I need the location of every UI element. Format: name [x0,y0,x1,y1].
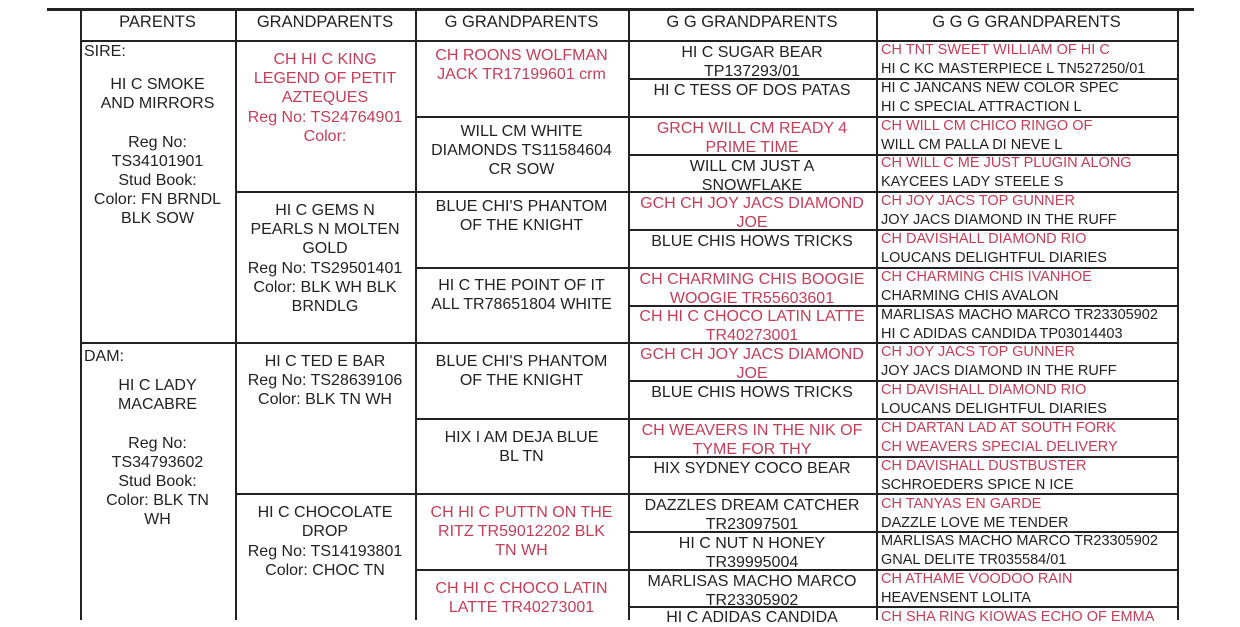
grandparent-3-line-1: HI C TED E BAR [264,353,386,370]
gg-grandparent-6-line-1: BLUE CHIS HOWS TRICKS [651,233,853,250]
ggg-grandparent-15: MARLISAS MACHO MARCO TR23305902 [881,306,1158,323]
gg-grandparent-14-line-1: HI C NUT N HONEY [678,535,826,552]
gg-grandparent-15-line-1: MARLISAS MACHO MARCO [647,573,857,590]
grandparent-2-line-2: PEARLS N MOLTEN [250,221,400,238]
sire-stud-book: Stud Book: [118,172,197,189]
gg-grandparent-3-line-2: PRIME TIME [705,139,799,156]
header-ggg-grandparents: G G G GRANDPARENTS [932,13,1121,31]
gg-grandparent-8-line-1: CH HI C CHOCO LATIN LATTE [639,308,865,325]
grandparent-2-line-3: GOLD [302,240,348,257]
header-g-grandparents: G GRANDPARENTS [444,13,599,31]
g-grandparent-4-line-1: HI C THE POINT OF IT [438,277,605,294]
sire-color-line-1: Color: FN BRNDL [93,191,222,208]
ggg-grandparent-6: WILL CM PALLA DI NEVE L [881,136,1063,153]
g-grandparent-1-line-2: JACK TR17199601 crm [437,66,606,83]
g-grandparent-4-line-2: ALL TR78651804 WHITE [431,296,612,313]
gg-grandparent-12-line-1: HIX SYDNEY COCO BEAR [653,460,851,477]
grandparent-4-line-1: HI C CHOCOLATE [257,504,393,521]
g-grandparent-6-line-2: BL TN [499,448,544,465]
g-grandparent-3-line-2: OF THE KNIGHT [459,217,584,234]
dam-reg-label: Reg No: [128,435,187,452]
grandparent-3-reg: Reg No: TS28639106 [247,372,403,389]
grandparent-4-line-2: DROP [301,523,349,540]
grandparent-1-line-2: LEGEND OF PETIT [253,70,397,87]
ggg-grandparent-1: CH TNT SWEET WILLIAM OF HI C [881,42,1110,58]
gg-grandparent-1-line-1: HI C SUGAR BEAR [681,44,823,61]
dam-reg-number: TS34793602 [111,454,204,471]
ggg-grandparent-10: JOY JACS DIAMOND IN THE RUFF [881,212,1117,229]
g-grandparent-2-line-1: WILL CM WHITE [460,123,583,140]
dam-name-line-1: HI C LADY [118,377,197,394]
grandparent-1-line-1: CH HI C KING [273,51,377,68]
grandparent-2-color-2: BRNDLG [291,298,359,315]
ggg-grandparent-7: CH WILL C ME JUST PLUGIN ALONG [881,155,1132,172]
ggg-grandparent-12: LOUCANS DELIGHTFUL DIARIES [881,249,1107,266]
gg-grandparent-4-line-1: WILL CM JUST A [689,158,815,175]
g-grandparent-5-line-2: OF THE KNIGHT [459,372,584,389]
col-line-4 [876,8,878,620]
ggg-grandparent-5: CH WILL CM CHICO RINGO OF [881,117,1093,134]
ggg-grandparent-26: DAZZLE LOVE ME TENDER [881,514,1069,531]
ggg-grandparent-4: HI C SPECIAL ATTRACTION L [881,98,1082,115]
g-grandparent-3-line-1: BLUE CHI'S PHANTOM [435,198,608,215]
ggg-grandparent-13: CH CHARMING CHIS IVANHOE [881,268,1092,285]
sire-reg-number: TS34101901 [111,153,204,170]
gg-grandparent-9-line-1: GCH CH JOY JACS DIAMOND [640,346,864,363]
dam-color-line-1: Color: BLK TN [106,492,209,509]
ggg-grandparent-14: CHARMING CHIS AVALON [881,287,1059,304]
g-grandparent-7-line-3: TN WH [495,542,548,559]
header-grandparents: GRANDPARENTS [256,13,394,31]
gg-grandparent-9-line-2: JOE [736,365,768,382]
grandparent-4-reg: Reg No: TS14193801 [247,543,403,560]
g-grandparent-2-line-2: DIAMONDS TS11584604 [431,142,612,159]
sire-name-line-2: AND MIRRORS [100,95,215,112]
ggg-grandparent-9: CH JOY JACS TOP GUNNER [881,193,1075,210]
header-parents: PARENTS [119,13,196,31]
ggg-grandparent-19: CH DAVISHALL DIAMOND RIO [881,382,1087,399]
grandparent-1-reg: Reg No: TS24764901 [247,109,403,126]
ggg-grandparent-29: CH ATHAME VOODOO RAIN [881,571,1073,588]
dam-label: DAM: [84,348,124,365]
gg-grandparent-10-line-1: BLUE CHIS HOWS TRICKS [651,384,853,401]
ggg-grandparent-23: CH DAVISHALL DUSTBUSTER [881,457,1087,474]
ggg-grandparent-25: CH TANYAS EN GARDE [881,495,1042,512]
gg-grandparent-2-line-1: HI C TESS OF DOS PATAS [653,82,851,99]
sire-reg-label: Reg No: [128,134,187,151]
dam-stud-book: Stud Book: [118,473,197,490]
g-grandparent-7-line-1: CH HI C PUTTN ON THE [430,504,613,521]
gg-grandparent-1-line-2: TP137293/01 [703,63,801,80]
dam-color-line-2: WH [144,511,171,528]
ggg-grandparent-22: CH WEAVERS SPECIAL DELIVERY [881,438,1118,455]
ggg-grandparent-20: LOUCANS DELIGHTFUL DIARIES [881,401,1107,418]
ggg-grandparent-3: HI C JANCANS NEW COLOR SPEC [881,79,1119,96]
ggg-grandparent-21: CH DARTAN LAD AT SOUTH FORK [881,420,1116,436]
gg-grandparent-11-line-1: CH WEAVERS IN THE NIK OF [641,422,863,439]
ggg-grandparent-2: HI C KC MASTERPIECE L TN527250/01 [881,60,1146,77]
ggg-grandparent-30: HEAVENSENT LOLITA [881,590,1031,607]
gg-grandparent-8-line-2: TR40273001 [705,327,799,344]
gg-grandparent-16-line-1: HI C ADIDAS CANDIDA [666,609,838,626]
header-gg-grandparents: G G GRANDPARENTS [666,13,838,31]
sire-label: SIRE: [84,43,126,60]
gg-grandparent-3-line-1: GRCH WILL CM READY 4 [656,120,848,137]
g-grandparent-1-line-1: CH ROONS WOLFMAN [435,47,608,64]
g-grandparent-8-line-2: LATTE TR40273001 [448,599,595,616]
gg-grandparent-7-line-1: CH CHARMING CHIS BOOGIE [639,271,865,288]
sire-color-line-2: BLK SOW [121,210,194,227]
grandparent-3-color: Color: BLK TN WH [258,391,392,408]
g-grandparent-7-line-2: RITZ TR59012202 BLK [438,523,605,540]
ggg-grandparent-18: JOY JACS DIAMOND IN THE RUFF [881,363,1117,380]
ggg-grandparent-27: MARLISAS MACHO MARCO TR23305902 [881,533,1158,550]
gg-grandparent-4-line-2: SNOWFLAKE [701,177,803,194]
gg-grandparent-11-line-2: TYME FOR THY [692,441,812,458]
gg-grandparent-13-line-1: DAZZLES DREAM CATCHER [644,497,860,514]
gg-grandparent-13-line-2: TR23097501 [705,516,799,533]
grandparent-2-line-1: HI C GEMS N [275,202,375,219]
g-grandparent-6-line-1: HIX I AM DEJA BLUE [444,429,599,446]
g-grandparent-8-line-1: CH HI C CHOCO LATIN [435,580,608,597]
ggg-grandparent-11: CH DAVISHALL DIAMOND RIO [881,231,1087,247]
col-line-5 [1177,8,1179,620]
gg-grandparent-14-line-2: TR39995004 [705,554,799,571]
grandparent-2-color-1: Color: BLK WH BLK [253,279,397,296]
gg-grandparent-5-line-1: GCH CH JOY JACS DIAMOND [640,195,864,212]
gg-grandparent-5-line-2: JOE [736,214,768,231]
gg-grandparent-7-line-2: WOOGIE TR55603601 [669,290,835,307]
ggg-grandparent-8: KAYCEES LADY STEELE S [881,174,1064,191]
ggg-grandparent-24: SCHROEDERS SPICE N ICE [881,476,1074,493]
ggg-grandparent-31: CH SHA RING KIOWAS ECHO OF EMMA [881,609,1155,625]
g-grandparent-5-line-1: BLUE CHI'S PHANTOM [435,353,608,370]
sire-name-line-1: HI C SMOKE [110,76,205,93]
grandparent-2-reg: Reg No: TS29501401 [247,260,403,277]
grandparent-1-line-3: AZTEQUES [281,89,369,106]
grandparent-1-color: Color: [303,128,347,145]
ggg-grandparent-16: HI C ADIDAS CANDIDA TP03014403 [881,325,1123,342]
g-grandparent-2-line-3: CR SOW [488,161,555,178]
gg-grandparent-15-line-2: TR23305902 [705,592,799,609]
ggg-grandparent-17: CH JOY JACS TOP GUNNER [881,344,1075,361]
dam-name-line-2: MACABRE [117,396,198,413]
grandparent-4-color: Color: CHOC TN [265,562,385,579]
top-border [47,8,1194,11]
ggg-grandparent-28: GNAL DELITE TR035584/01 [881,552,1067,569]
